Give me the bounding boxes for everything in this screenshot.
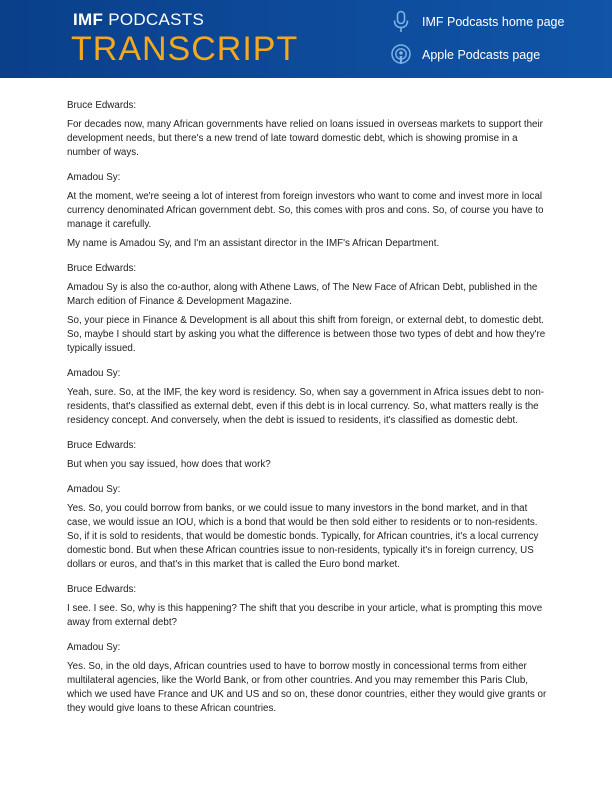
transcript-block <box>67 439 553 472</box>
transcript-block <box>67 262 553 356</box>
transcript-block <box>67 367 553 428</box>
transcript-paragraph: Amadou Sy is also the co-author, along with Athene Laws, of The New Face of African Debt, published in the March edition of Finance & Development Magazine. <box>67 282 538 307</box>
transcript-paragraph: For decades now, many African governments have relied on loans issued in overseas markets to support their development needs, but there's a new trend of late toward domestic debt, which is showing promise in a number of ways. <box>67 119 543 158</box>
podcast-icon <box>390 43 412 67</box>
transcript-block <box>67 483 553 572</box>
apple-podcasts-label: Apple Podcasts page <box>422 48 541 62</box>
apple-podcasts-link[interactable] <box>390 43 540 67</box>
transcript-paragraph: So, your piece in Finance & Development is all about this shift from foreign, or external debt, to domestic debt. So, maybe I should start by asking you what the difference is between those two types of debt and how they're typically issued. <box>67 315 546 354</box>
transcript-title: TRANSCRIPT <box>71 30 299 68</box>
transcript-paragraph: Yes. So, you could borrow from banks, or we could issue to many investors in the bond market, and in that case, we would issue an IOU, which is a bond that would be then sold either to residents or to non-residents. So, if it is sold to residents, that would be domestic bonds. Typically, for African countries, it's a local currency domestic bond. But when these African countries issue to non-residents, typically it's in foreign currency, US dollars or euros, and that's in this market that is called the Euro bond market. <box>67 503 539 570</box>
speaker-name: Bruce Edwards: <box>67 584 137 595</box>
transcript-paragraph: Yes. So, in the old days, African countries used to have to borrow mostly in concessional terms from either multilateral agencies, like the World Bank, or from other countries. And you may remember this Paris Club, which we used have France and UK and US and so on, these donor countries, either they would give grants or they would give loans to these African countries. <box>67 661 547 714</box>
brand-imf: IMF <box>73 10 104 29</box>
transcript-block <box>67 99 553 160</box>
speaker-name: Amadou Sy: <box>67 172 121 183</box>
speaker-name: Amadou Sy: <box>67 484 121 495</box>
microphone-icon <box>390 10 412 34</box>
brand-imf-podcasts <box>73 10 204 30</box>
transcript-block <box>67 583 553 630</box>
transcript-paragraph: But when you say issued, how does that work? <box>67 459 271 470</box>
transcript-paragraph: I see. I see. So, why is this happening? The shift that you describe in your article, what is prompting this move away from external debt? <box>67 603 543 628</box>
brand-podcasts: PODCASTS <box>103 10 205 29</box>
transcript-paragraph: At the moment, we're seeing a lot of interest from foreign investors who want to come and invest more in local currency denominated African government debt. So, this comes with pros and cons. So, of course you have to manage it carefully. <box>67 191 544 230</box>
speaker-name: Amadou Sy: <box>67 368 121 379</box>
header-banner <box>0 0 612 78</box>
transcript-paragraph: Yeah, sure. So, at the IMF, the key word is residency. So, when say a government in Africa issues debt to non-residents, that's classified as external debt, even if this debt is in local currency. So, what matters really is the residency concept. And conversely, when the debt is issued to residents, it's classified as domestic debt. <box>67 387 545 426</box>
transcript-block <box>67 171 553 251</box>
transcript-body <box>67 99 553 727</box>
speaker-name: Bruce Edwards: <box>67 440 137 451</box>
speaker-name: Bruce Edwards: <box>67 263 137 274</box>
speaker-name: Amadou Sy: <box>67 642 121 653</box>
speaker-name: Bruce Edwards: <box>67 100 137 111</box>
imf-podcasts-home-label: IMF Podcasts home page <box>422 15 565 29</box>
imf-podcasts-home-link[interactable] <box>390 10 564 34</box>
transcript-paragraph: My name is Amadou Sy, and I'm an assistant director in the IMF's African Department. <box>67 238 440 249</box>
transcript-block <box>67 641 553 716</box>
